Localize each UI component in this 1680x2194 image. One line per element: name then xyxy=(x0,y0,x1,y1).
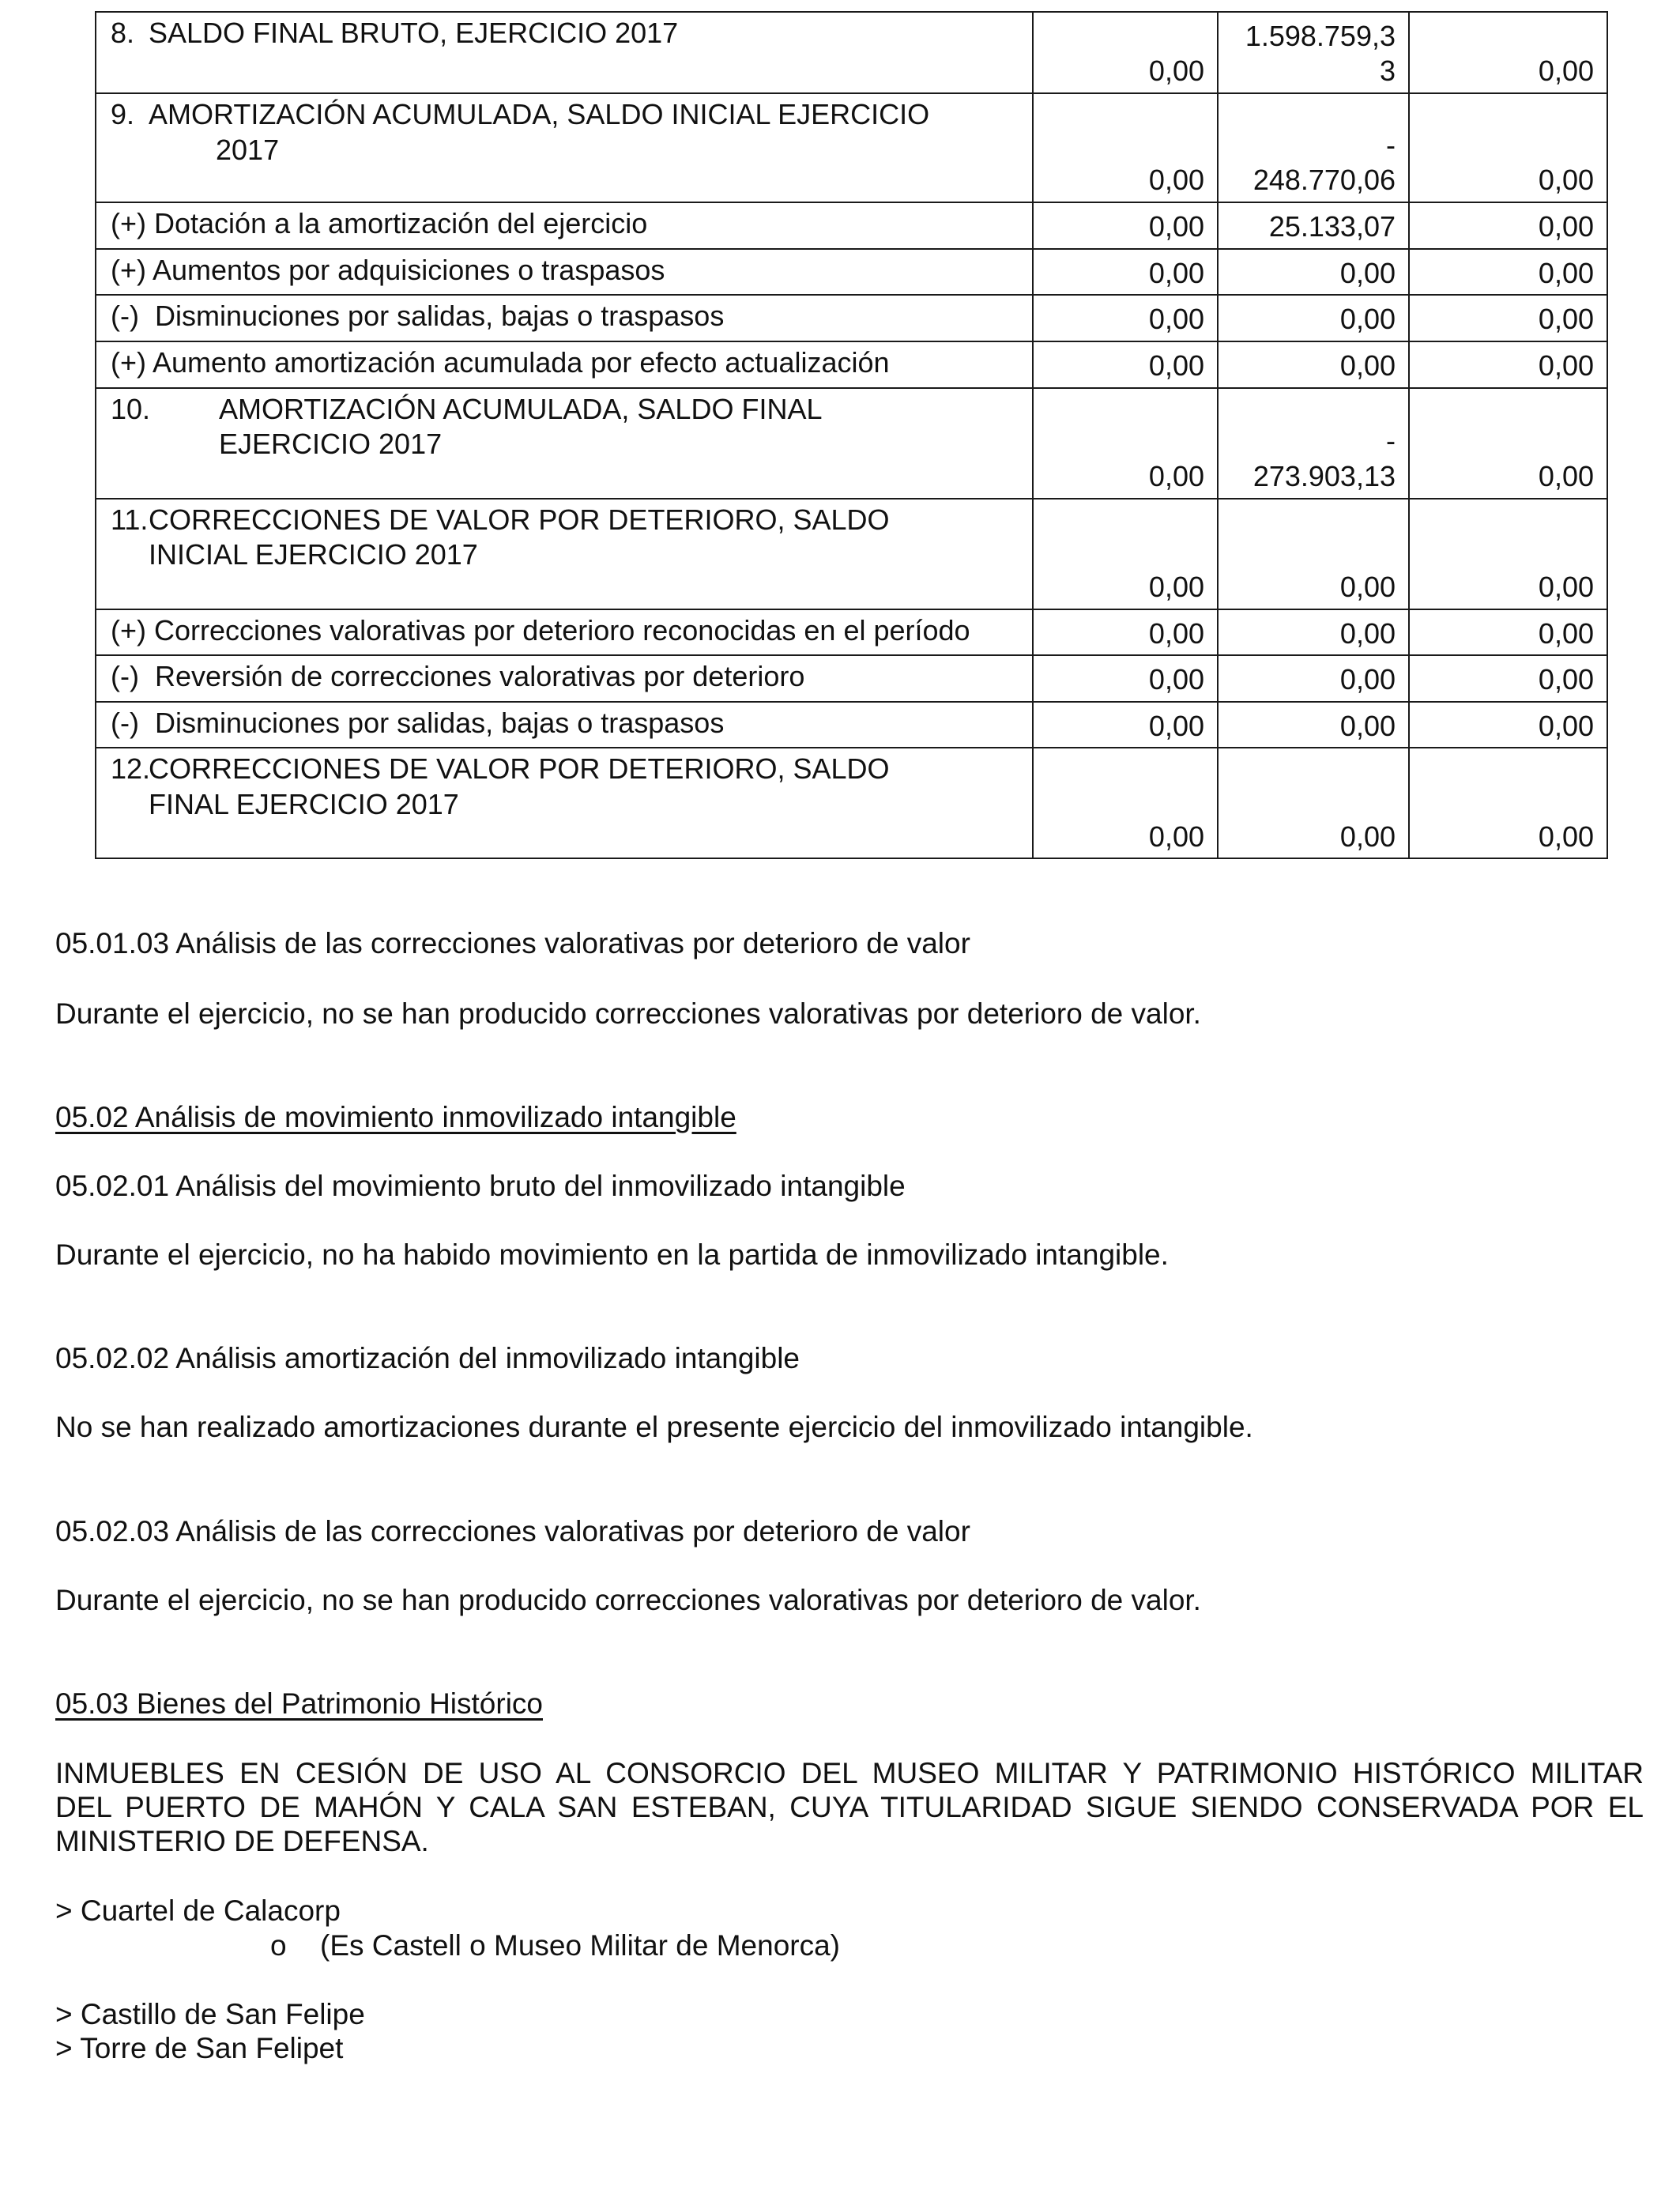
row-label-text: (-) Reversión de correcciones valorativas por deterioro xyxy=(111,660,805,693)
value-cell-col1 xyxy=(1033,388,1218,499)
section-05-02-03-title: 05.02.03 Análisis de las correcciones valorativas por deterioro de valor xyxy=(55,1515,970,1547)
heritage-item-torre: > Torre de San Felipet xyxy=(55,2032,344,2064)
row-label-text: (-) Disminuciones por salidas, bajas o traspasos xyxy=(111,300,725,333)
value-text: - 273.903,13 xyxy=(1252,424,1396,492)
value-cell-col2 xyxy=(1218,93,1409,202)
table-row xyxy=(96,249,1607,296)
value-text: 0,00 xyxy=(1538,349,1594,382)
section-05-01-03-title: 05.01.03 Análisis de las correcciones valorativas por deterioro de valor xyxy=(55,927,970,959)
value-text: 0,00 xyxy=(1538,570,1594,603)
value-cell-col2 xyxy=(1218,202,1409,249)
value-cell-col1 xyxy=(1033,202,1218,249)
table-row xyxy=(96,388,1607,499)
row-label xyxy=(96,12,1033,93)
row-label xyxy=(96,249,1033,296)
value-cell-col3 xyxy=(1409,341,1607,388)
value-text: 0,00 xyxy=(1339,349,1396,382)
row-label-text: CORRECCIONES DE VALOR POR DETERIORO, SALDO INICIAL EJERCICIO 2017 xyxy=(149,503,890,571)
value-text: 0,00 xyxy=(1148,349,1204,382)
value-text: 25.133,07 xyxy=(1268,210,1396,243)
value-text: 0,00 xyxy=(1148,210,1204,243)
value-cell-col3 xyxy=(1409,202,1607,249)
value-text: 0,00 xyxy=(1538,709,1594,742)
section-05-01-03-text: Durante el ejercicio, no se han producido correcciones valorativas por deterioro de valor. xyxy=(55,997,1201,1030)
heritage-subitem-museo: (Es Castell o Museo Militar de Menorca) xyxy=(320,1929,840,1962)
value-cell-col1 xyxy=(1033,748,1218,858)
value-cell-col2 xyxy=(1218,388,1409,499)
section-05-02-02-text: No se han realizado amortizaciones durante el presente ejercicio del inmovilizado intangible. xyxy=(55,1411,1253,1443)
value-text: 0,00 xyxy=(1538,210,1594,243)
row-label xyxy=(96,655,1033,702)
section-05-03-title: 05.03 Bienes del Patrimonio Histórico xyxy=(55,1687,543,1720)
value-cell-col2 xyxy=(1218,499,1409,609)
table-row xyxy=(96,499,1607,609)
heritage-intro-line-3: MINISTERIO DE DEFENSA. xyxy=(55,1825,429,1857)
value-text: 0,00 xyxy=(1538,303,1594,336)
table-row xyxy=(96,202,1607,249)
value-text: 1.598.759,3 3 xyxy=(1245,19,1396,88)
heritage-item-castillo: > Castillo de San Felipe xyxy=(55,1998,365,2030)
row-label xyxy=(96,202,1033,249)
value-cell-col3 xyxy=(1409,609,1607,656)
value-cell-col2 xyxy=(1218,341,1409,388)
value-text: 0,00 xyxy=(1538,256,1594,289)
value-text: 0,00 xyxy=(1148,55,1204,88)
value-text: - 248.770,06 xyxy=(1252,128,1396,197)
asset-movement-table xyxy=(95,11,1608,859)
row-number: 10. xyxy=(111,392,151,425)
value-text: 0,00 xyxy=(1339,303,1396,336)
row-label-text: (+) Aumento amortización acumulada por efecto actualización xyxy=(111,345,890,379)
row-label xyxy=(96,748,1033,858)
value-cell-col3 xyxy=(1409,93,1607,202)
row-label-text: SALDO FINAL BRUTO, EJERCICIO 2017 xyxy=(149,17,679,49)
table-row xyxy=(96,93,1607,202)
value-cell-col1 xyxy=(1033,249,1218,296)
value-text: 0,00 xyxy=(1339,709,1396,742)
value-cell-col2 xyxy=(1218,748,1409,858)
value-text: 0,00 xyxy=(1538,164,1594,197)
value-cell-col2 xyxy=(1218,702,1409,748)
value-cell-col2 xyxy=(1218,295,1409,341)
row-label-text: (+) Correcciones valorativas por deterioro reconocidas en el período xyxy=(111,613,970,647)
table-row xyxy=(96,748,1607,858)
row-label-text: (+) Dotación a la amortización del ejercicio xyxy=(111,207,648,239)
row-label xyxy=(96,341,1033,388)
value-text: 0,00 xyxy=(1148,663,1204,696)
row-label xyxy=(96,499,1033,609)
section-05-02-01-title: 05.02.01 Análisis del movimiento bruto del inmovilizado intangible xyxy=(55,1170,906,1202)
value-text: 0,00 xyxy=(1148,256,1204,289)
value-cell-col1 xyxy=(1033,341,1218,388)
table-row xyxy=(96,655,1607,702)
value-text: 0,00 xyxy=(1339,570,1396,603)
value-text: 0,00 xyxy=(1538,820,1594,853)
value-text: 0,00 xyxy=(1538,663,1594,696)
section-05-02-03-text: Durante el ejercicio, no se han producido correcciones valorativas por deterioro de valor. xyxy=(55,1584,1201,1616)
value-text: 0,00 xyxy=(1148,616,1204,650)
value-cell-col1 xyxy=(1033,93,1218,202)
value-cell-col2 xyxy=(1218,12,1409,93)
row-label xyxy=(96,295,1033,341)
table-row xyxy=(96,12,1607,93)
value-cell-col1 xyxy=(1033,295,1218,341)
value-text: 0,00 xyxy=(1148,459,1204,492)
row-number: 11. xyxy=(111,503,149,536)
row-label-text: (+) Aumentos por adquisiciones o traspasos xyxy=(111,253,665,286)
row-number: 9. xyxy=(111,98,135,130)
row-label xyxy=(96,388,1033,499)
value-cell-col3 xyxy=(1409,655,1607,702)
value-cell-col3 xyxy=(1409,499,1607,609)
value-text: 0,00 xyxy=(1339,820,1396,853)
section-05-02-01-text: Durante el ejercicio, no ha habido movimiento en la partida de inmovilizado intangible. xyxy=(55,1238,1169,1271)
value-cell-col1 xyxy=(1033,702,1218,748)
row-label-text: CORRECCIONES DE VALOR POR DETERIORO, SALDO FINAL EJERCICIO 2017 xyxy=(149,752,890,820)
value-text: 0,00 xyxy=(1538,459,1594,492)
value-cell-col3 xyxy=(1409,748,1607,858)
section-05-02-title: 05.02 Análisis de movimiento inmovilizado intangible xyxy=(55,1101,736,1133)
row-label-text: AMORTIZACIÓN ACUMULADA, SALDO FINAL EJERCICIO 2017 xyxy=(219,392,823,461)
heritage-item-cuartel: > Cuartel de Calacorp xyxy=(55,1894,341,1927)
row-number: 8. xyxy=(111,17,135,49)
value-cell-col3 xyxy=(1409,249,1607,296)
sub-bullet: o xyxy=(270,1929,287,1962)
value-cell-col1 xyxy=(1033,609,1218,656)
value-text: 0,00 xyxy=(1538,55,1594,88)
value-cell-col2 xyxy=(1218,609,1409,656)
value-text: 0,00 xyxy=(1148,303,1204,336)
row-label xyxy=(96,609,1033,656)
value-cell-col1 xyxy=(1033,655,1218,702)
value-cell-col2 xyxy=(1218,655,1409,702)
value-text: 0,00 xyxy=(1148,820,1204,853)
row-number: 12. xyxy=(111,752,151,786)
section-05-02-02-title: 05.02.02 Análisis amortización del inmovilizado intangible xyxy=(55,1342,800,1374)
row-label-text: (-) Disminuciones por salidas, bajas o traspasos xyxy=(111,706,725,739)
table-row xyxy=(96,341,1607,388)
value-text: 0,00 xyxy=(1148,709,1204,742)
value-cell-col3 xyxy=(1409,12,1607,93)
row-label xyxy=(96,702,1033,748)
value-text: 0,00 xyxy=(1538,616,1594,650)
table-row xyxy=(96,609,1607,656)
value-cell-col1 xyxy=(1033,12,1218,93)
value-cell-col2 xyxy=(1218,249,1409,296)
heritage-intro-line-1: INMUEBLES EN CESIÓN DE USO AL CONSORCIO DEL MUSEO MILITAR Y PATRIMONIO HISTÓRICO MILITAR xyxy=(55,1757,1644,1789)
value-text: 0,00 xyxy=(1339,256,1396,289)
table-row xyxy=(96,295,1607,341)
row-label-text: AMORTIZACIÓN ACUMULADA, SALDO INICIAL EJERCICIO 2017 xyxy=(149,98,930,166)
heritage-intro-line-2: DEL PUERTO DE MAHÓN Y CALA SAN ESTEBAN, CUYA TITULARIDAD SIGUE SIENDO CONSERVADA POR EL xyxy=(55,1791,1644,1823)
value-text: 0,00 xyxy=(1148,570,1204,603)
row-label xyxy=(96,93,1033,202)
value-text: 0,00 xyxy=(1339,616,1396,650)
value-cell-col3 xyxy=(1409,388,1607,499)
value-cell-col1 xyxy=(1033,499,1218,609)
value-text: 0,00 xyxy=(1148,164,1204,197)
value-text: 0,00 xyxy=(1339,663,1396,696)
table-row xyxy=(96,702,1607,748)
value-cell-col3 xyxy=(1409,702,1607,748)
value-cell-col3 xyxy=(1409,295,1607,341)
